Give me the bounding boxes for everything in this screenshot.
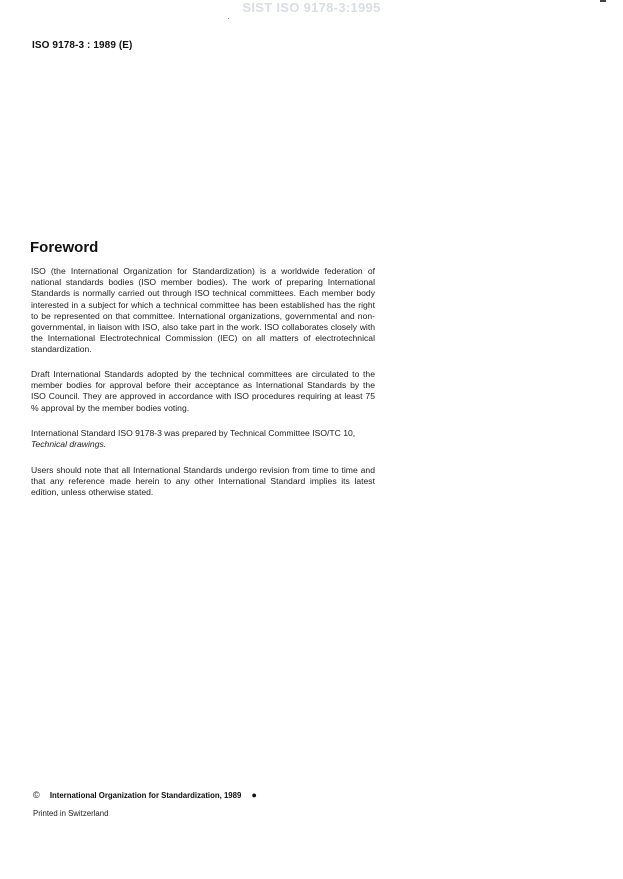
paragraph-prepared-by — [31, 428, 375, 450]
foreword-heading: Foreword — [30, 239, 99, 256]
document-reference: ISO 9178-3 : 1989 (E) — [32, 40, 133, 51]
committee-title: Technical drawings. — [31, 439, 107, 450]
paragraph-revision-note: Users should note that all International Standards undergo revision from time to time and that any reference made herein to any other International Standard implies its latest edition, unless otherwise stated. — [31, 465, 375, 498]
copyright-text: International Organization for Standardization, 1989 — [49, 791, 242, 800]
paragraph-iso-federation: ISO (the International Organization for Standardization) is a worldwide federation of national standards bodies (ISO member bodies). The work of preparing International Standards is normally carried out through ISO technical committees. Each member body interested in a subject for which a technical committee has been established has the right to be represented on that committee. International organizations, governmental and non-governmental, in liaison with ISO, also take part in the work. ISO collaborates closely with the International Electrotechnical Commission (IEC) on all matters of electrotechnical standardization. — [31, 266, 375, 355]
watermark: SIST ISO 9178-3:1995 — [242, 0, 381, 15]
copyright-symbol: © — [33, 790, 40, 800]
printed-in: Printed in Switzerland — [33, 809, 109, 818]
scan-speck — [228, 18, 229, 19]
prepared-by-text: International Standard ISO 9178-3 was prepared by Technical Committee ISO/TC 10, — [31, 428, 356, 438]
bullet-icon: ● — [251, 790, 257, 800]
paragraph-draft-standards: Draft International Standards adopted by the technical committees are circulated to the member bodies for approval before their acceptance as International Standards by the ISO Council. They are approved in accordance with ISO procedures requiring at least 75 % approval by the member bodies voting. — [31, 369, 375, 413]
copyright-line — [33, 790, 257, 800]
corner-mark — [600, 0, 606, 2]
